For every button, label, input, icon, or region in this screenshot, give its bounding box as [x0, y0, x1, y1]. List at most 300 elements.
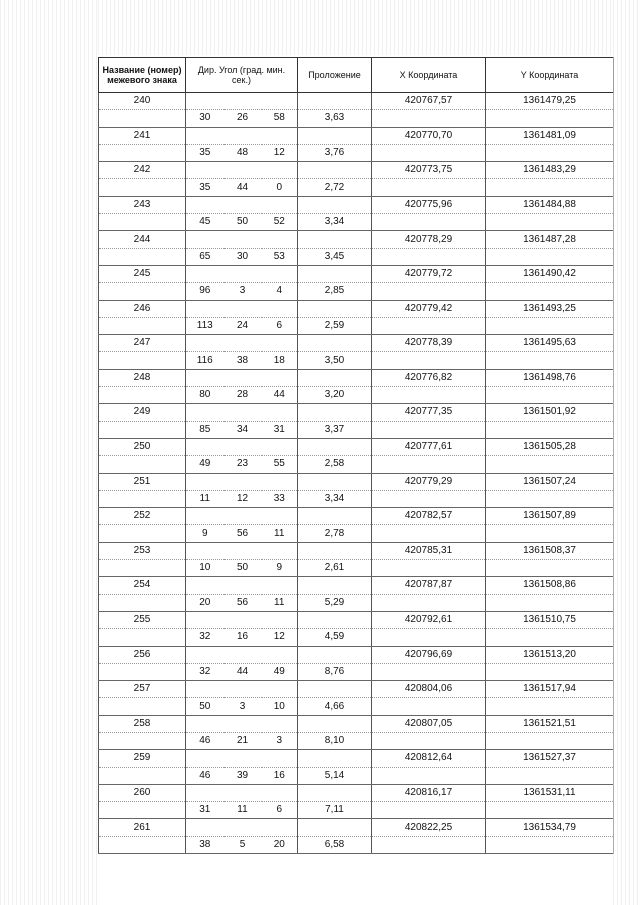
empty-cell — [298, 196, 372, 213]
point-row — [99, 611, 614, 628]
angle-seconds: 4 — [262, 283, 298, 300]
segment-row — [99, 560, 614, 577]
angle-seconds: 53 — [262, 248, 298, 265]
angle-seconds: 44 — [262, 387, 298, 404]
distance: 6,58 — [298, 836, 372, 853]
empty-cell — [262, 715, 298, 732]
distance: 8,76 — [298, 663, 372, 680]
point-id: 242 — [99, 162, 186, 179]
scan-noise-left — [0, 0, 98, 905]
empty-cell — [99, 283, 186, 300]
empty-cell — [262, 611, 298, 628]
empty-cell — [186, 646, 224, 663]
empty-cell — [298, 611, 372, 628]
empty-cell — [186, 542, 224, 559]
y-coordinate: 1361531,11 — [486, 784, 614, 801]
empty-cell — [186, 611, 224, 628]
empty-cell — [372, 144, 486, 161]
angle-degrees: 9 — [186, 525, 224, 542]
empty-cell — [486, 179, 614, 196]
empty-cell — [224, 93, 262, 110]
distance: 3,34 — [298, 214, 372, 231]
x-coordinate: 420785,31 — [372, 542, 486, 559]
point-row — [99, 784, 614, 801]
angle-degrees: 116 — [186, 352, 224, 369]
angle-minutes: 48 — [224, 144, 262, 161]
angle-minutes: 50 — [224, 214, 262, 231]
angle-seconds: 18 — [262, 352, 298, 369]
angle-seconds: 31 — [262, 421, 298, 438]
point-row — [99, 438, 614, 455]
empty-cell — [99, 594, 186, 611]
empty-cell — [224, 196, 262, 213]
empty-cell — [298, 577, 372, 594]
y-coordinate: 1361507,89 — [486, 508, 614, 525]
segment-row — [99, 767, 614, 784]
point-row — [99, 681, 614, 698]
angle-seconds: 11 — [262, 594, 298, 611]
empty-cell — [372, 352, 486, 369]
empty-cell — [186, 404, 224, 421]
point-row — [99, 508, 614, 525]
angle-seconds: 6 — [262, 802, 298, 819]
empty-cell — [262, 265, 298, 282]
empty-cell — [186, 265, 224, 282]
x-coordinate: 420775,96 — [372, 196, 486, 213]
empty-cell — [262, 646, 298, 663]
empty-cell — [186, 127, 224, 144]
empty-cell — [99, 387, 186, 404]
empty-cell — [99, 560, 186, 577]
empty-cell — [298, 508, 372, 525]
angle-minutes: 38 — [224, 352, 262, 369]
y-coordinate: 1361493,25 — [486, 300, 614, 317]
distance: 5,14 — [298, 767, 372, 784]
y-coordinate: 1361508,37 — [486, 542, 614, 559]
empty-cell — [224, 127, 262, 144]
empty-cell — [298, 784, 372, 801]
point-id: 252 — [99, 508, 186, 525]
angle-seconds: 0 — [262, 179, 298, 196]
x-coordinate: 420812,64 — [372, 750, 486, 767]
angle-degrees: 46 — [186, 767, 224, 784]
point-id: 245 — [99, 265, 186, 282]
empty-cell — [486, 560, 614, 577]
distance: 7,11 — [298, 802, 372, 819]
ghost-row — [98, 828, 613, 842]
empty-cell — [99, 525, 186, 542]
empty-cell — [186, 715, 224, 732]
header-distance: Проложение — [298, 58, 372, 93]
empty-cell — [262, 335, 298, 352]
empty-cell — [99, 214, 186, 231]
angle-seconds: 12 — [262, 629, 298, 646]
empty-cell — [99, 767, 186, 784]
x-coordinate: 420777,35 — [372, 404, 486, 421]
empty-cell — [486, 802, 614, 819]
angle-minutes: 3 — [224, 283, 262, 300]
point-row — [99, 300, 614, 317]
empty-cell — [224, 162, 262, 179]
empty-cell — [486, 352, 614, 369]
segment-row — [99, 594, 614, 611]
empty-cell — [262, 750, 298, 767]
angle-minutes: 21 — [224, 732, 262, 749]
angle-minutes: 39 — [224, 767, 262, 784]
empty-cell — [486, 594, 614, 611]
angle-degrees: 49 — [186, 456, 224, 473]
angle-seconds: 52 — [262, 214, 298, 231]
angle-minutes: 24 — [224, 317, 262, 334]
point-id: 241 — [99, 127, 186, 144]
segment-row — [99, 698, 614, 715]
empty-cell — [372, 663, 486, 680]
empty-cell — [372, 560, 486, 577]
empty-cell — [486, 248, 614, 265]
segment-row — [99, 144, 614, 161]
angle-minutes: 11 — [224, 802, 262, 819]
empty-cell — [486, 214, 614, 231]
empty-cell — [298, 265, 372, 282]
empty-cell — [224, 577, 262, 594]
angle-minutes: 3 — [224, 698, 262, 715]
segment-row — [99, 421, 614, 438]
angle-seconds: 33 — [262, 490, 298, 507]
empty-cell — [372, 767, 486, 784]
empty-cell — [99, 663, 186, 680]
empty-cell — [99, 352, 186, 369]
empty-cell — [298, 369, 372, 386]
empty-cell — [372, 214, 486, 231]
point-row — [99, 715, 614, 732]
empty-cell — [186, 508, 224, 525]
segment-row — [99, 352, 614, 369]
angle-degrees: 46 — [186, 732, 224, 749]
angle-minutes: 16 — [224, 629, 262, 646]
angle-degrees: 50 — [186, 698, 224, 715]
angle-minutes: 28 — [224, 387, 262, 404]
x-coordinate: 420767,57 — [372, 93, 486, 110]
distance: 3,20 — [298, 387, 372, 404]
empty-cell — [486, 490, 614, 507]
y-coordinate: 1361517,94 — [486, 681, 614, 698]
empty-cell — [262, 508, 298, 525]
segment-row — [99, 663, 614, 680]
empty-cell — [186, 162, 224, 179]
y-coordinate: 1361534,79 — [486, 819, 614, 836]
empty-cell — [224, 473, 262, 490]
x-coordinate: 420792,61 — [372, 611, 486, 628]
empty-cell — [262, 300, 298, 317]
empty-cell — [486, 525, 614, 542]
empty-cell — [372, 802, 486, 819]
point-id: 260 — [99, 784, 186, 801]
empty-cell — [224, 300, 262, 317]
empty-cell — [298, 542, 372, 559]
point-id: 259 — [99, 750, 186, 767]
y-coordinate: 1361479,25 — [486, 93, 614, 110]
empty-cell — [99, 317, 186, 334]
distance: 2,59 — [298, 317, 372, 334]
empty-cell — [372, 387, 486, 404]
empty-cell — [224, 611, 262, 628]
empty-cell — [224, 438, 262, 455]
x-coordinate: 420778,39 — [372, 335, 486, 352]
distance: 2,61 — [298, 560, 372, 577]
empty-cell — [224, 681, 262, 698]
x-coordinate: 420776,82 — [372, 369, 486, 386]
point-row — [99, 646, 614, 663]
empty-cell — [298, 300, 372, 317]
empty-cell — [99, 629, 186, 646]
x-coordinate: 420816,17 — [372, 784, 486, 801]
point-row — [99, 335, 614, 352]
empty-cell — [486, 144, 614, 161]
empty-cell — [262, 404, 298, 421]
header-x-coordinate: X Координата — [372, 58, 486, 93]
distance: 2,78 — [298, 525, 372, 542]
empty-cell — [99, 456, 186, 473]
angle-seconds: 9 — [262, 560, 298, 577]
distance: 3,63 — [298, 110, 372, 127]
x-coordinate: 420782,57 — [372, 508, 486, 525]
angle-minutes: 30 — [224, 248, 262, 265]
empty-cell — [186, 300, 224, 317]
empty-cell — [99, 421, 186, 438]
empty-cell — [262, 542, 298, 559]
point-id: 254 — [99, 577, 186, 594]
ghost-row — [98, 856, 613, 870]
empty-cell — [486, 387, 614, 404]
distance: 3,50 — [298, 352, 372, 369]
empty-cell — [99, 802, 186, 819]
y-coordinate: 1361484,88 — [486, 196, 614, 213]
ghost-row — [98, 842, 613, 856]
empty-cell — [486, 456, 614, 473]
empty-cell — [99, 732, 186, 749]
empty-cell — [372, 283, 486, 300]
distance: 3,76 — [298, 144, 372, 161]
empty-cell — [99, 248, 186, 265]
angle-degrees: 32 — [186, 629, 224, 646]
empty-cell — [486, 421, 614, 438]
empty-cell — [262, 162, 298, 179]
segment-row — [99, 629, 614, 646]
bleed-through-rows — [98, 828, 613, 898]
point-id: 255 — [99, 611, 186, 628]
angle-seconds: 11 — [262, 525, 298, 542]
empty-cell — [99, 698, 186, 715]
empty-cell — [262, 231, 298, 248]
empty-cell — [262, 784, 298, 801]
point-id: 249 — [99, 404, 186, 421]
x-coordinate: 420778,29 — [372, 231, 486, 248]
point-row — [99, 542, 614, 559]
empty-cell — [186, 438, 224, 455]
scan-noise-right — [613, 0, 640, 905]
segment-row — [99, 110, 614, 127]
empty-cell — [186, 577, 224, 594]
empty-cell — [372, 698, 486, 715]
point-row — [99, 127, 614, 144]
angle-minutes: 5 — [224, 836, 262, 853]
segment-row — [99, 248, 614, 265]
angle-seconds: 12 — [262, 144, 298, 161]
segment-row — [99, 732, 614, 749]
empty-cell — [298, 335, 372, 352]
empty-cell — [486, 283, 614, 300]
angle-minutes: 23 — [224, 456, 262, 473]
empty-cell — [486, 629, 614, 646]
empty-cell — [372, 490, 486, 507]
empty-cell — [262, 369, 298, 386]
distance: 5,29 — [298, 594, 372, 611]
empty-cell — [224, 335, 262, 352]
angle-minutes: 56 — [224, 525, 262, 542]
point-row — [99, 404, 614, 421]
empty-cell — [186, 231, 224, 248]
x-coordinate: 420804,06 — [372, 681, 486, 698]
empty-cell — [262, 681, 298, 698]
empty-cell — [186, 93, 224, 110]
scan-noise-top — [98, 0, 613, 55]
angle-seconds: 58 — [262, 110, 298, 127]
angle-degrees: 30 — [186, 110, 224, 127]
empty-cell — [224, 715, 262, 732]
empty-cell — [224, 646, 262, 663]
segment-row — [99, 283, 614, 300]
y-coordinate: 1361498,76 — [486, 369, 614, 386]
segment-row — [99, 387, 614, 404]
empty-cell — [262, 127, 298, 144]
empty-cell — [186, 473, 224, 490]
x-coordinate: 420773,75 — [372, 162, 486, 179]
x-coordinate: 420822,25 — [372, 819, 486, 836]
angle-degrees: 38 — [186, 836, 224, 853]
empty-cell — [99, 144, 186, 161]
y-coordinate: 1361487,28 — [486, 231, 614, 248]
angle-degrees: 96 — [186, 283, 224, 300]
point-id: 258 — [99, 715, 186, 732]
empty-cell — [186, 196, 224, 213]
x-coordinate: 420779,72 — [372, 265, 486, 282]
angle-degrees: 35 — [186, 144, 224, 161]
empty-cell — [298, 93, 372, 110]
angle-minutes: 26 — [224, 110, 262, 127]
y-coordinate: 1361513,20 — [486, 646, 614, 663]
distance: 2,58 — [298, 456, 372, 473]
point-row — [99, 162, 614, 179]
empty-cell — [186, 784, 224, 801]
y-coordinate: 1361510,75 — [486, 611, 614, 628]
empty-cell — [298, 646, 372, 663]
empty-cell — [262, 577, 298, 594]
empty-cell — [298, 127, 372, 144]
point-id: 240 — [99, 93, 186, 110]
point-id: 251 — [99, 473, 186, 490]
point-id: 247 — [99, 335, 186, 352]
point-row — [99, 473, 614, 490]
x-coordinate: 420779,29 — [372, 473, 486, 490]
empty-cell — [262, 438, 298, 455]
empty-cell — [486, 767, 614, 784]
y-coordinate: 1361501,92 — [486, 404, 614, 421]
header-direction-angle: Дир. Угол (град. мин. сек.) — [186, 58, 298, 93]
empty-cell — [186, 681, 224, 698]
point-id: 244 — [99, 231, 186, 248]
angle-degrees: 80 — [186, 387, 224, 404]
point-id: 257 — [99, 681, 186, 698]
empty-cell — [372, 317, 486, 334]
empty-cell — [372, 594, 486, 611]
distance: 4,59 — [298, 629, 372, 646]
empty-cell — [298, 404, 372, 421]
x-coordinate: 420779,42 — [372, 300, 486, 317]
ghost-row — [98, 884, 613, 898]
y-coordinate: 1361481,09 — [486, 127, 614, 144]
segment-row — [99, 802, 614, 819]
empty-cell — [372, 179, 486, 196]
point-id: 261 — [99, 819, 186, 836]
angle-minutes: 44 — [224, 179, 262, 196]
empty-cell — [224, 231, 262, 248]
distance: 2,85 — [298, 283, 372, 300]
empty-cell — [224, 784, 262, 801]
angle-minutes: 50 — [224, 560, 262, 577]
point-row — [99, 93, 614, 110]
empty-cell — [486, 698, 614, 715]
point-row — [99, 196, 614, 213]
angle-degrees: 10 — [186, 560, 224, 577]
x-coordinate: 420787,87 — [372, 577, 486, 594]
distance: 8,10 — [298, 732, 372, 749]
y-coordinate: 1361505,28 — [486, 438, 614, 455]
table-header-row — [99, 58, 614, 93]
empty-cell — [224, 542, 262, 559]
empty-cell — [298, 715, 372, 732]
empty-cell — [298, 750, 372, 767]
angle-degrees: 32 — [186, 663, 224, 680]
angle-minutes: 12 — [224, 490, 262, 507]
empty-cell — [372, 525, 486, 542]
empty-cell — [262, 93, 298, 110]
empty-cell — [486, 732, 614, 749]
angle-minutes: 34 — [224, 421, 262, 438]
angle-degrees: 65 — [186, 248, 224, 265]
point-row — [99, 231, 614, 248]
angle-degrees: 85 — [186, 421, 224, 438]
empty-cell — [486, 317, 614, 334]
empty-cell — [186, 335, 224, 352]
empty-cell — [224, 508, 262, 525]
angle-degrees: 11 — [186, 490, 224, 507]
segment-row — [99, 490, 614, 507]
y-coordinate: 1361495,63 — [486, 335, 614, 352]
empty-cell — [372, 456, 486, 473]
angle-degrees: 35 — [186, 179, 224, 196]
empty-cell — [372, 110, 486, 127]
segment-row — [99, 179, 614, 196]
empty-cell — [372, 248, 486, 265]
empty-cell — [298, 438, 372, 455]
empty-cell — [298, 162, 372, 179]
angle-degrees: 45 — [186, 214, 224, 231]
segment-row — [99, 317, 614, 334]
point-id: 246 — [99, 300, 186, 317]
point-id: 248 — [99, 369, 186, 386]
table-body — [99, 93, 614, 854]
empty-cell — [99, 110, 186, 127]
